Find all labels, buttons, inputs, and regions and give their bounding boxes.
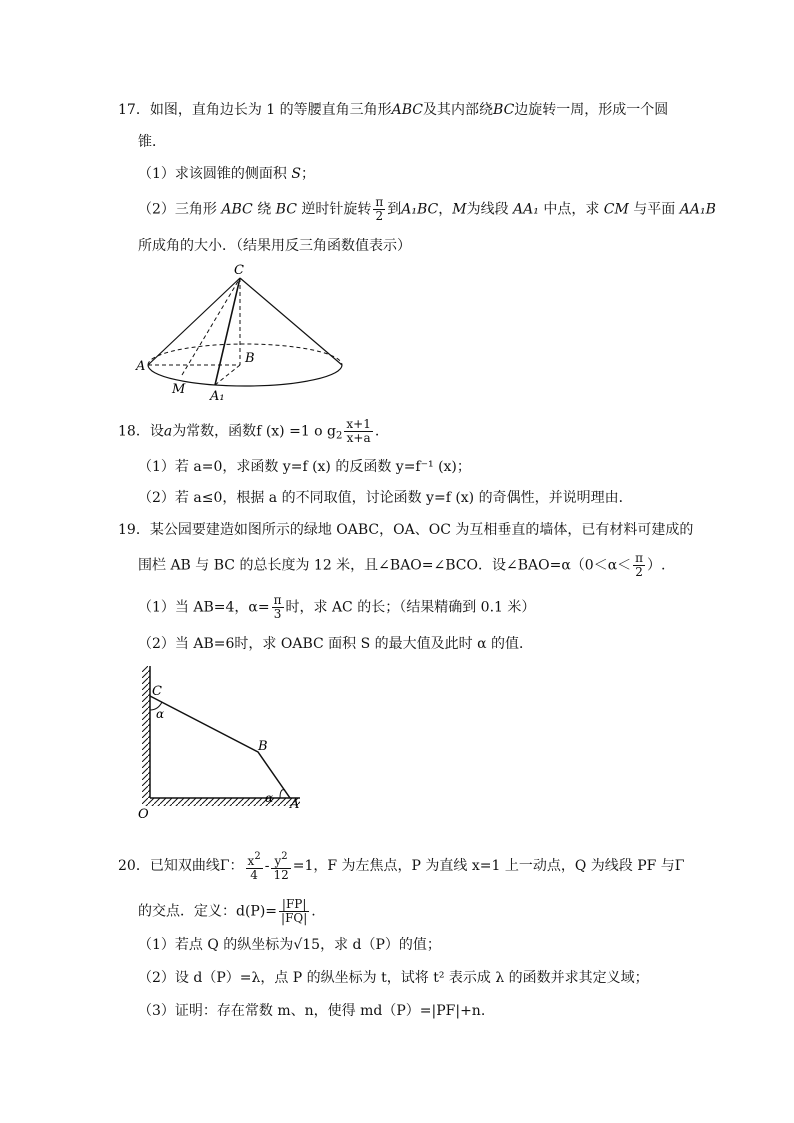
fig19-label-B: B <box>258 739 268 754</box>
fig17-label-A1: A₁ <box>210 389 225 404</box>
fig19-label-O: O <box>138 807 149 820</box>
q20-stem-2: 的交点．定义：d(P)= $\frac{|FP|}{|FQ|}$ . <box>138 897 316 925</box>
q19-part1: （1）当 AB=4，α= $\frac{\pi}{3}$ 时，求 AC 的长；（结果精确到 0.1 米） <box>138 593 536 621</box>
q19-part2: （2）当 AB=6时，求 OABC 面积 S 的最大值及此时 α 的值． <box>138 636 534 652</box>
fig19-label-alpha-A: α <box>265 791 274 805</box>
fig17-label-M: M <box>172 382 186 397</box>
q19-stem-2: 围栏 AB 与 BC 的总长度为 12 米，且∠BAO=∠BCO．设∠BAO=α（0＜α＜ $\frac{\pi}{2}$ ）. <box>138 551 666 579</box>
q20-stem: 20．已知双曲线Γ： $\frac{x^2}{4}$ - $\frac{y^2}{12}$ =1，F 为左焦点，P 为直线 x=1 上一动点，Q 为线段 PF 与Γ <box>118 851 685 882</box>
q20-part2: （2）设 d（P）=λ，点 P 的纵坐标为 t，试将 t² 表示成 λ 的函数并求其定义域； <box>138 970 649 986</box>
q20-part3: （3）证明：存在常数 m、n，使得 md（P）=|PF|+n. <box>138 1003 486 1019</box>
q18-part1: （1）若 a=0，求函数 y=f (x) 的反函数 y=f⁻¹ (x)； <box>138 459 471 475</box>
fig19-label-C: C <box>152 684 162 699</box>
q20-part1: （1）若点 Q 的纵坐标为√15，求 d（P）的值； <box>138 937 441 953</box>
q17-cone-figure <box>130 260 350 405</box>
fig19-label-A: A <box>290 797 300 812</box>
q19-figure <box>130 660 310 820</box>
q17-stem-wrap: 锥． <box>138 134 166 150</box>
q17-part2: （2）三角形 ABC 绕 BC 逆时针旋转 $\frac{\pi}{2}$ 到A₁BC，M为线段 AA₁ 中点，求 CM 与平面 AA₁B <box>138 195 716 223</box>
q17-part1: （1）求该圆锥的侧面积 S； <box>138 166 315 182</box>
fig17-label-A: A <box>136 359 146 374</box>
fig17-label-B: B <box>245 351 255 366</box>
q18-stem: 18．设a为常数，函数f (x) =1 o $g_2$ $\frac{x+1}{x+a}$ . <box>118 417 380 445</box>
q19-stem: 19．某公园要建造如图所示的绿地 OABC，OA、OC 为互相垂直的墙体，已有材料可建成的 <box>118 522 694 538</box>
q17-part2-wrap: 所成角的大小．（结果用反三角函数值表示） <box>138 238 411 254</box>
fig17-label-C: C <box>234 263 244 278</box>
q17-stem: 17．如图，直角边长为 1 的等腰直角三角形ABC及其内部绕BC边旋转一周，形成一个圆 <box>118 102 669 118</box>
q18-part2: （2）若 a≤0，根据 a 的不同取值，讨论函数 y=f (x) 的奇偶性，并说明理由． <box>138 490 633 506</box>
fig19-label-alpha-C: α <box>156 707 165 721</box>
